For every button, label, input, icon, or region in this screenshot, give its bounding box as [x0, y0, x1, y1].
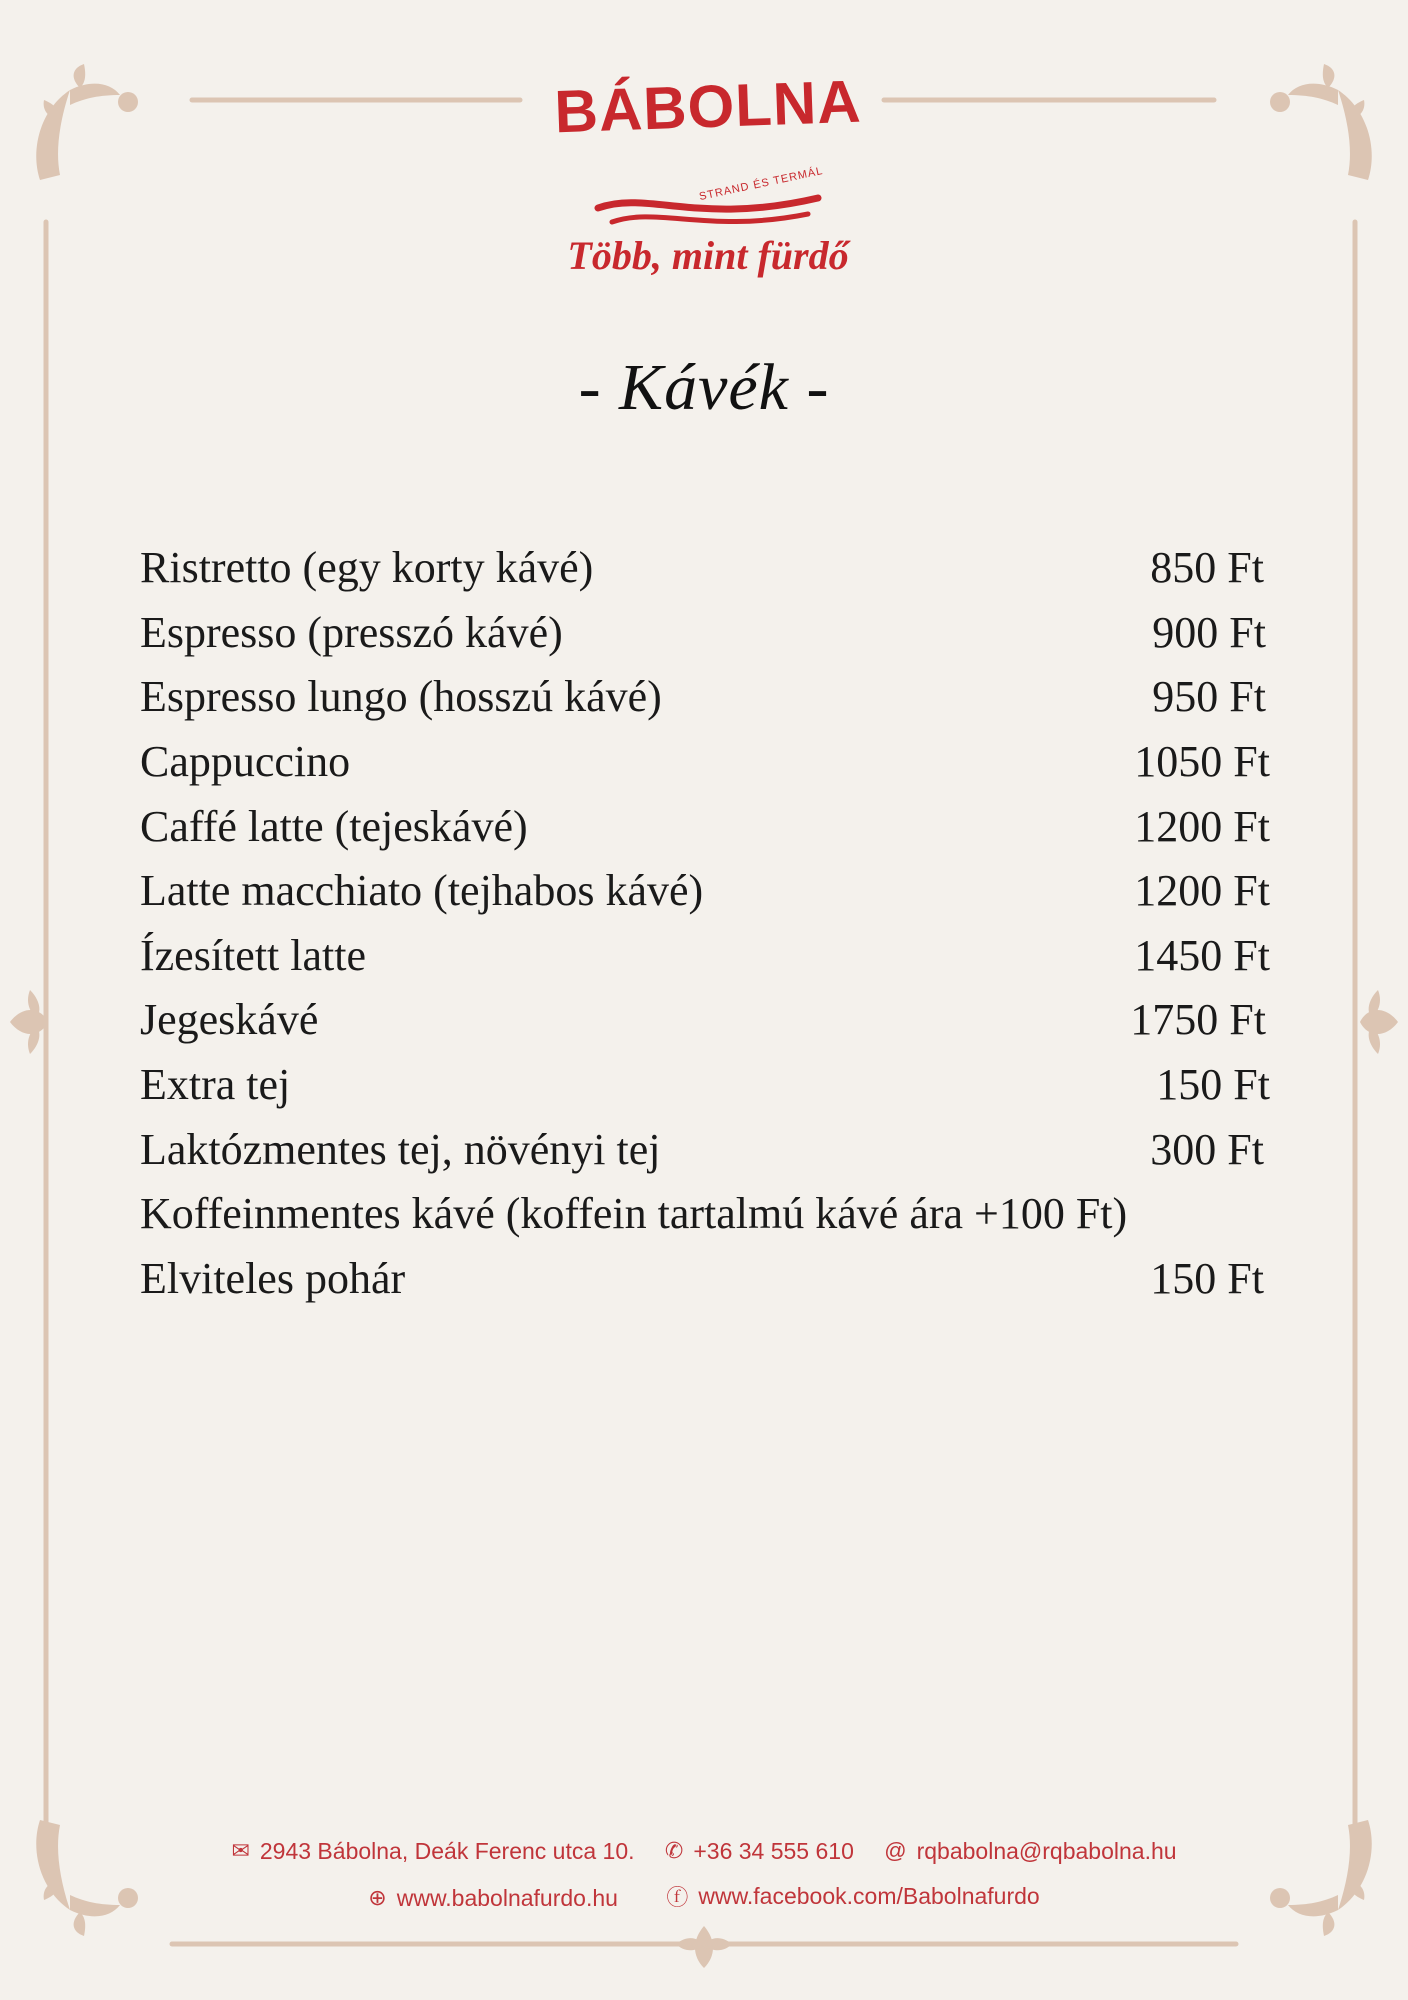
- website-link[interactable]: www.babolnafurdo.hu: [396, 1884, 618, 1911]
- menu-item-name: Espresso (presszó kávé): [140, 607, 563, 657]
- menu-item: [140, 859, 1270, 924]
- brand-logo: [548, 60, 868, 278]
- menu-item-name: Ízesített latte: [140, 930, 366, 980]
- side-ornament-left: [10, 990, 48, 1054]
- menu-item: [140, 1053, 1270, 1118]
- globe-icon: ⊕: [368, 1885, 387, 1910]
- menu-item: [140, 730, 1270, 795]
- footer-website[interactable]: [368, 1885, 618, 1912]
- menu-item: [140, 536, 1270, 601]
- brand-subtitle: STRAND ÉS TERMÁL: [698, 164, 825, 204]
- footer-contact-line-1: [0, 1837, 1408, 1865]
- menu-item-price: 1050 Ft: [1134, 737, 1270, 787]
- menu-item-price: 150 Ft: [1150, 1253, 1264, 1303]
- menu-item-name: Latte macchiato (tejhabos kávé): [140, 866, 704, 916]
- menu-item-price: 900 Ft: [1152, 607, 1266, 657]
- menu-item-price: 950 Ft: [1152, 672, 1266, 722]
- menu-item: [140, 601, 1270, 666]
- side-ornament-right: [1360, 990, 1398, 1054]
- phone-text[interactable]: +36 34 555 610: [693, 1837, 854, 1864]
- facebook-icon: ⓕ: [666, 1885, 689, 1910]
- footer-email[interactable]: [884, 1838, 1176, 1865]
- mail-icon: ✉: [231, 1838, 250, 1863]
- email-link[interactable]: rqbabolna@rqbabolna.hu: [916, 1837, 1177, 1864]
- menu-item-name: Laktózmentes tej, növényi tej: [140, 1124, 661, 1174]
- menu-item-price: 850 Ft: [1150, 543, 1264, 593]
- menu-item-name: Cappuccino: [140, 737, 351, 787]
- menu-item: [140, 665, 1270, 730]
- menu-item: [140, 1117, 1270, 1182]
- bottom-center-ornament: [676, 1926, 732, 1968]
- menu-item-price: 300 Ft: [1150, 1124, 1264, 1174]
- menu-item-name: Elviteles pohár: [140, 1253, 406, 1303]
- phone-icon: ✆: [664, 1838, 684, 1863]
- menu-item-name: Jegeskávé: [140, 995, 319, 1045]
- facebook-link[interactable]: www.facebook.com/Babolnafurdo: [698, 1883, 1040, 1909]
- menu-item-name: Espresso lungo (hosszú kávé): [140, 672, 662, 722]
- brand-slogan: Több, mint fürdő: [567, 233, 849, 278]
- menu-item-price: 1200 Ft: [1134, 866, 1270, 916]
- footer-address: [231, 1838, 634, 1865]
- footer-facebook[interactable]: [666, 1881, 1039, 1912]
- menu-list: [140, 536, 1270, 1311]
- menu-item: [140, 1182, 1270, 1247]
- footer-phone[interactable]: [665, 1838, 854, 1865]
- menu-item-price: 1200 Ft: [1134, 801, 1270, 851]
- menu-item-name: Ristretto (egy korty kávé): [140, 543, 594, 593]
- corner-ornament-top-left: [36, 64, 138, 180]
- menu-item: [140, 924, 1270, 989]
- menu-item: [140, 794, 1270, 859]
- footer-contact-line-2: [0, 1881, 1408, 1912]
- at-icon: @: [884, 1838, 907, 1863]
- menu-item-name: Caffé latte (tejeskávé): [140, 801, 528, 851]
- menu-item-price: 1450 Ft: [1134, 930, 1270, 980]
- menu-item-name: Extra tej: [140, 1060, 291, 1110]
- menu-item-price: 1750 Ft: [1130, 995, 1266, 1045]
- section-title: - Kávék -: [578, 351, 830, 424]
- menu-item: [140, 1247, 1270, 1312]
- menu-item: [140, 988, 1270, 1053]
- corner-ornament-top-right: [1270, 64, 1372, 180]
- menu-item-price: 150 Ft: [1156, 1060, 1270, 1110]
- menu-item-name: Koffeinmentes kávé (koffein tartalmú kávé ára +100 Ft): [140, 1189, 1128, 1239]
- brand-name: BÁBOLNA: [553, 67, 863, 146]
- address-text: 2943 Bábolna, Deák Ferenc utca 10.: [259, 1837, 635, 1864]
